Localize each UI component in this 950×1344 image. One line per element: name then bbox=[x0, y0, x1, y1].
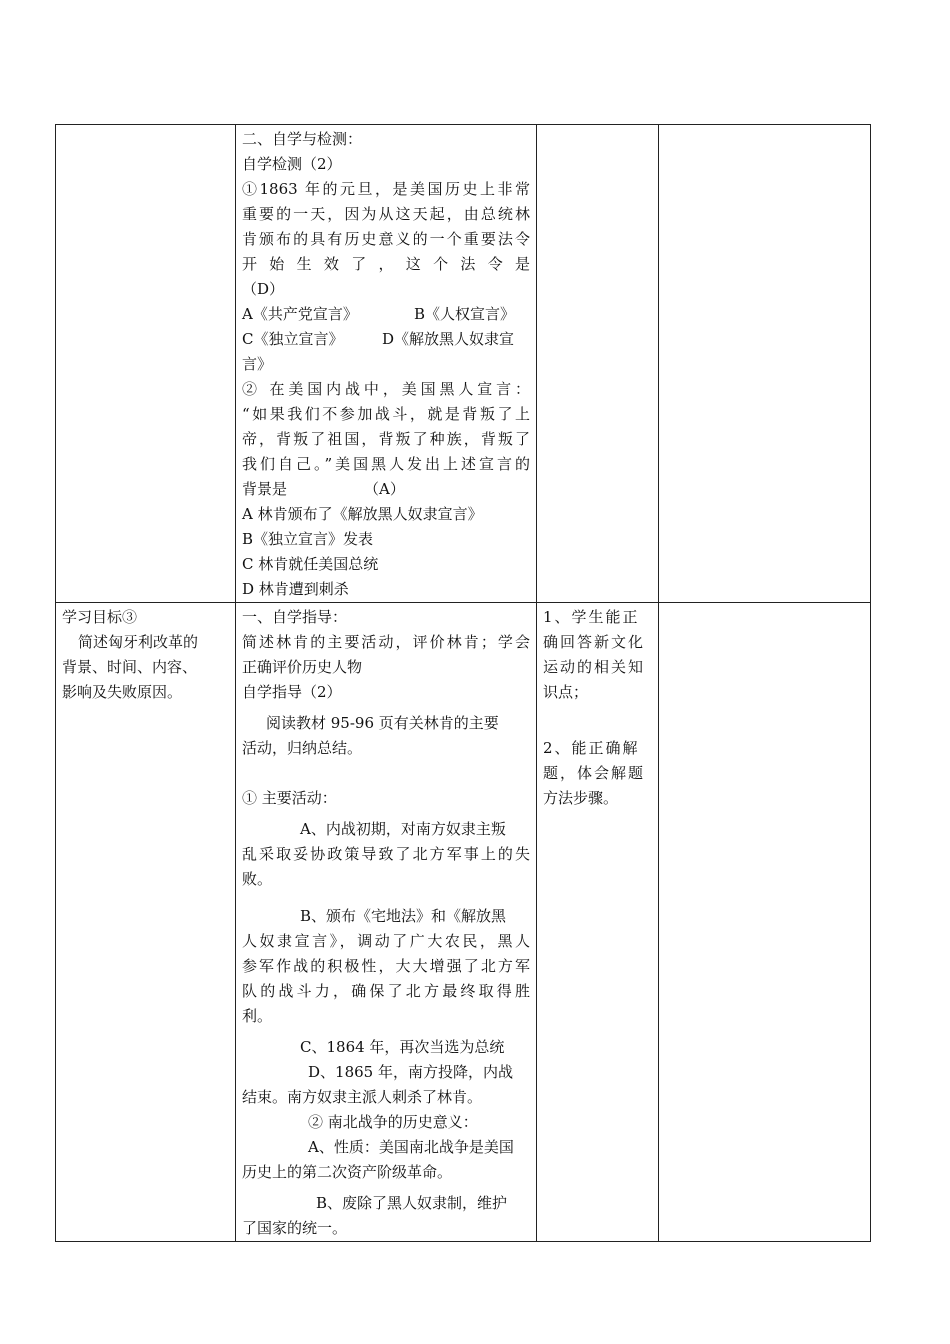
question-2-answer: （A） bbox=[364, 480, 405, 498]
intro-line: 简述林肯的主要活动，评价林肯；学会 bbox=[242, 633, 530, 651]
objective-point-2-line: 2、能正确解 bbox=[543, 739, 640, 757]
question-2-last-line bbox=[242, 477, 530, 502]
section-heading: 二、自学与检测： bbox=[242, 130, 363, 148]
learning-goal-line: 背景、时间、内容、 bbox=[62, 658, 198, 676]
question-2-line: “如果我们不参加战斗，就是背叛了上 bbox=[242, 405, 530, 423]
significance-b-line: 了国家的统一。 bbox=[242, 1219, 348, 1237]
table-row bbox=[56, 603, 871, 1242]
question-2-line: ② 在美国内战中，美国黑人宣言： bbox=[242, 380, 530, 398]
objective-point-2-line: 题，体会解题 bbox=[543, 764, 646, 782]
table-row bbox=[56, 125, 871, 603]
question-1-line: 开 始 生 效 了 ， 这 个 法 令 是 bbox=[242, 255, 530, 273]
row2-objective-cell bbox=[537, 603, 659, 1242]
activity-a-line: 败。 bbox=[242, 870, 273, 888]
row1-content-cell bbox=[236, 125, 537, 603]
option-b: B《人权宣言》 bbox=[414, 305, 516, 323]
option-a: A《共产党宣言》 bbox=[242, 305, 358, 323]
objective-point-1-line: 1、学生能正 bbox=[543, 608, 640, 626]
question-2-line: 帝，背叛了祖国，背叛了种族，背叛了 bbox=[242, 430, 530, 448]
activity-d-line: D、1865 年，南方投降，内战 bbox=[308, 1063, 513, 1081]
reading-line: 活动，归纳总结。 bbox=[242, 739, 363, 757]
activity-d-line: 结束。南方奴隶主派人刺杀了林肯。 bbox=[242, 1088, 483, 1106]
question-1-options-ab bbox=[242, 302, 530, 327]
activity-a-line: 乱采取妥协政策导致了北方军事上的失 bbox=[242, 845, 530, 863]
learning-goal-line: 简述匈牙利改革的 bbox=[78, 633, 199, 651]
activity-b-line: 队的战斗力，确保了北方最终取得胜 bbox=[242, 982, 530, 1000]
row2-notes-cell bbox=[659, 603, 871, 1242]
option-c: C《独立宣言》 bbox=[242, 330, 344, 348]
question-1-line: 肯颁布的具有历史意义的一个重要法令 bbox=[242, 230, 530, 248]
objective-point-1-line: 识点； bbox=[543, 683, 589, 701]
section-subheading: 自学检测（2） bbox=[242, 155, 342, 173]
option-d-continued: 言》 bbox=[242, 355, 273, 373]
lesson-plan-table bbox=[55, 124, 871, 1242]
question-2-option: D 林肯遭到刺杀 bbox=[242, 580, 349, 598]
activities-title: ① 主要活动： bbox=[242, 789, 337, 807]
question-1-line: 重要的一天，因为从这天起，由总统林 bbox=[242, 205, 530, 223]
section-subheading: 自学指导（2） bbox=[242, 683, 342, 701]
activity-b-line: B、颁布《宅地法》和《解放黑 bbox=[300, 907, 507, 925]
reading-line: 阅读教材 95-96 页有关林肯的主要 bbox=[266, 714, 499, 732]
objective-point-1-line: 运动的相关知 bbox=[543, 658, 646, 676]
significance-title: ② 南北战争的历史意义： bbox=[308, 1113, 478, 1131]
objective-point-2-line: 方法步骤。 bbox=[543, 789, 619, 807]
significance-b-line: B、废除了黑人奴隶制，维护 bbox=[316, 1194, 508, 1212]
row1-goal-cell bbox=[56, 125, 236, 603]
row2-goal-cell bbox=[56, 603, 236, 1242]
significance-a-line: A、性质：美国南北战争是美国 bbox=[308, 1138, 514, 1156]
question-2-option: A 林肯颁布了《解放黑人奴隶宣言》 bbox=[242, 505, 483, 523]
row2-content-cell bbox=[236, 603, 537, 1242]
row1-notes-cell bbox=[659, 125, 871, 603]
question-2-line: 我们自己。”美国黑人发出上述宣言的 bbox=[242, 455, 530, 473]
question-2-option: B《独立宣言》发表 bbox=[242, 530, 374, 548]
objective-point-1-line: 确回答新文化 bbox=[543, 633, 646, 651]
learning-goal-title: 学习目标③ bbox=[62, 608, 138, 626]
question-1-options-cd bbox=[242, 327, 530, 352]
question-2-stem-end: 背景是 bbox=[242, 480, 288, 498]
activity-b-line: 利。 bbox=[242, 1007, 273, 1025]
question-2-option: C 林肯就任美国总统 bbox=[242, 555, 379, 573]
section-heading: 一、自学指导： bbox=[242, 608, 348, 626]
activity-a-line: A、内战初期，对南方奴隶主叛 bbox=[300, 820, 506, 838]
question-1-answer: （D） bbox=[242, 280, 285, 298]
activity-b-line: 参军作战的积极性，大大增强了北方军 bbox=[242, 957, 530, 975]
option-d: D《解放黑人奴隶宣 bbox=[382, 330, 515, 348]
learning-goal-line: 影响及失败原因。 bbox=[62, 683, 183, 701]
significance-a-line: 历史上的第二次资产阶级革命。 bbox=[242, 1163, 453, 1181]
row1-objective-cell bbox=[537, 125, 659, 603]
intro-line: 正确评价历史人物 bbox=[242, 658, 363, 676]
activity-b-line: 人奴隶宣言》，调动了广大农民，黑人 bbox=[242, 932, 530, 950]
activity-c-line: C、1864 年，再次当选为总统 bbox=[300, 1038, 505, 1056]
question-1-line: ①1863 年的元旦，是美国历史上非常 bbox=[242, 180, 530, 198]
